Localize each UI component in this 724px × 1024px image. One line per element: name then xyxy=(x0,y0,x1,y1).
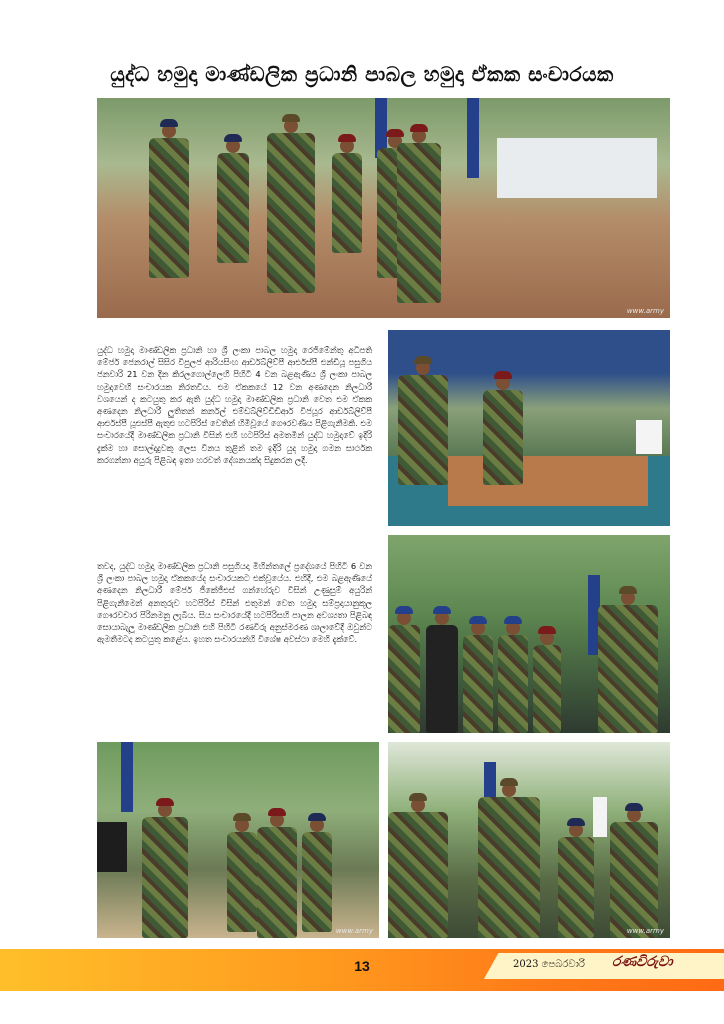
article-paragraph: යුද්ධ හමුදා මාණ්ඩලික ප්‍රධානි හා ශ්‍රී ලංකා පාබල හමුදා රෙජිමේන්තු අධිපති මේජර් ජෙනරාල් සිසිර විපුලජ ආරියසිංහ ආර්ඩබ්ලිව්පී ආර්එස්පී එන්ඩියූ පසුගිය ජනවාරි 21 වන දින කිරලගොල්ලෙහි පිහිටි 4 වන බළඇණිය ශ්‍රී ලංකා පාබල හමුදාවෙහි සංචාරයක නිරතවිය. එම ඒකකයේ 12 වන අණදෙන නිලධාරී වශයෙන් ද කටයුතු කර ඇති යුද්ධ හමුදා මාණ්ඩලික ප්‍රධානි වෙත එම ඒකක අණදෙන නිලධාරී ලුතිතන් කර්නල් එම්ඩබ්ලිව්ඩීඩීආර් විජයූර ආර්ඩබ්ලිව්පී ආර්එස්පී යූඑස්පී ඇතුළු හටපිරිස් වෙතින් හිමිවූයේ ගෞරවණීය පිළිගැනීමකි. එම සංචාරයේදී මාණ්ඩලික ප්‍රධානි විසින් එහි හටපිරිස් අමතමින් යුද්ධ හමුදාවේ ඉදිරි දැක්ම හා සොල්දාදුවකු ලෙස විනය තුළින් තම ඉදිරි යුද හමුදා ගමන සාර්ථක කරගන්නා අයුරු පිළිබඳ ඉතා හරවත් දේශනයක්ද සිදුකරන ලදී. xyxy=(97,345,372,465)
page-number: 13 xyxy=(354,958,370,974)
article-paragraph: තවද, යුද්ධ හමුදා මාණ්ඩලික ප්‍රධානි පසුගියදා මිහින්තලේ ප්‍රදේශයේ පිහිටි 6 වන ශ්‍රී ලංකා පාබල හමුදා ඒකකයේද සංචාරයකට එක්වූයේය. එහිදී, එම බළඇණියේ අණදෙන නිලධාරී මේජර් ජීකේජීඑස් ගන්හේරුව විසින් උණුසුම් අයුරින් පිළිගැනීමෙන් අනතුරුව හටපිරිස් විසින් එතුමන් වෙත හමුදා සම්ප්‍රදායානුකූල ගෞරවචාර පිරිනමනු ලැබීය. සිය සංචාරයේදී හටපිරිසහි පාලන අවශ්‍යතා පිළිබඳ සොයාබැලූ මාණ්ඩලික ප්‍රධානි එහි පිහිටි රණවිරු අනුස්මරණ ශාලාවේදී ඔවුන්ට ඇමතීමටද කටයුතු කළේය. ඉහත සංචාරයන්හි විශේෂ අවස්ථා මෙහි දැක්වේ. xyxy=(97,561,372,645)
photo-soldiers-walking xyxy=(97,98,670,318)
photo-model-inspection xyxy=(388,330,670,526)
banner-flag xyxy=(467,98,479,178)
board xyxy=(97,822,127,872)
photo-watermark: www.army xyxy=(626,927,664,935)
signboard xyxy=(636,420,662,454)
photo-handshake xyxy=(388,742,670,938)
magazine-logo: රණවිරුවා xyxy=(612,954,673,970)
building xyxy=(497,138,657,198)
banner-flag xyxy=(121,742,133,812)
article-title: යුද්ධ හමුදා මාණ්ඩලික ප්‍රධානි පාබල හමුදා ඒකක සංචාරයක xyxy=(110,62,614,86)
photo-watermark: www.army xyxy=(626,307,664,315)
photo-watermark: www.army xyxy=(335,927,373,935)
photo-guard-of-honour xyxy=(388,535,670,733)
sand-model xyxy=(448,456,648,506)
photo-officers-walking xyxy=(97,742,379,938)
issue-date: 2023 පෙබරවාරි xyxy=(513,959,585,970)
monument xyxy=(593,797,607,837)
